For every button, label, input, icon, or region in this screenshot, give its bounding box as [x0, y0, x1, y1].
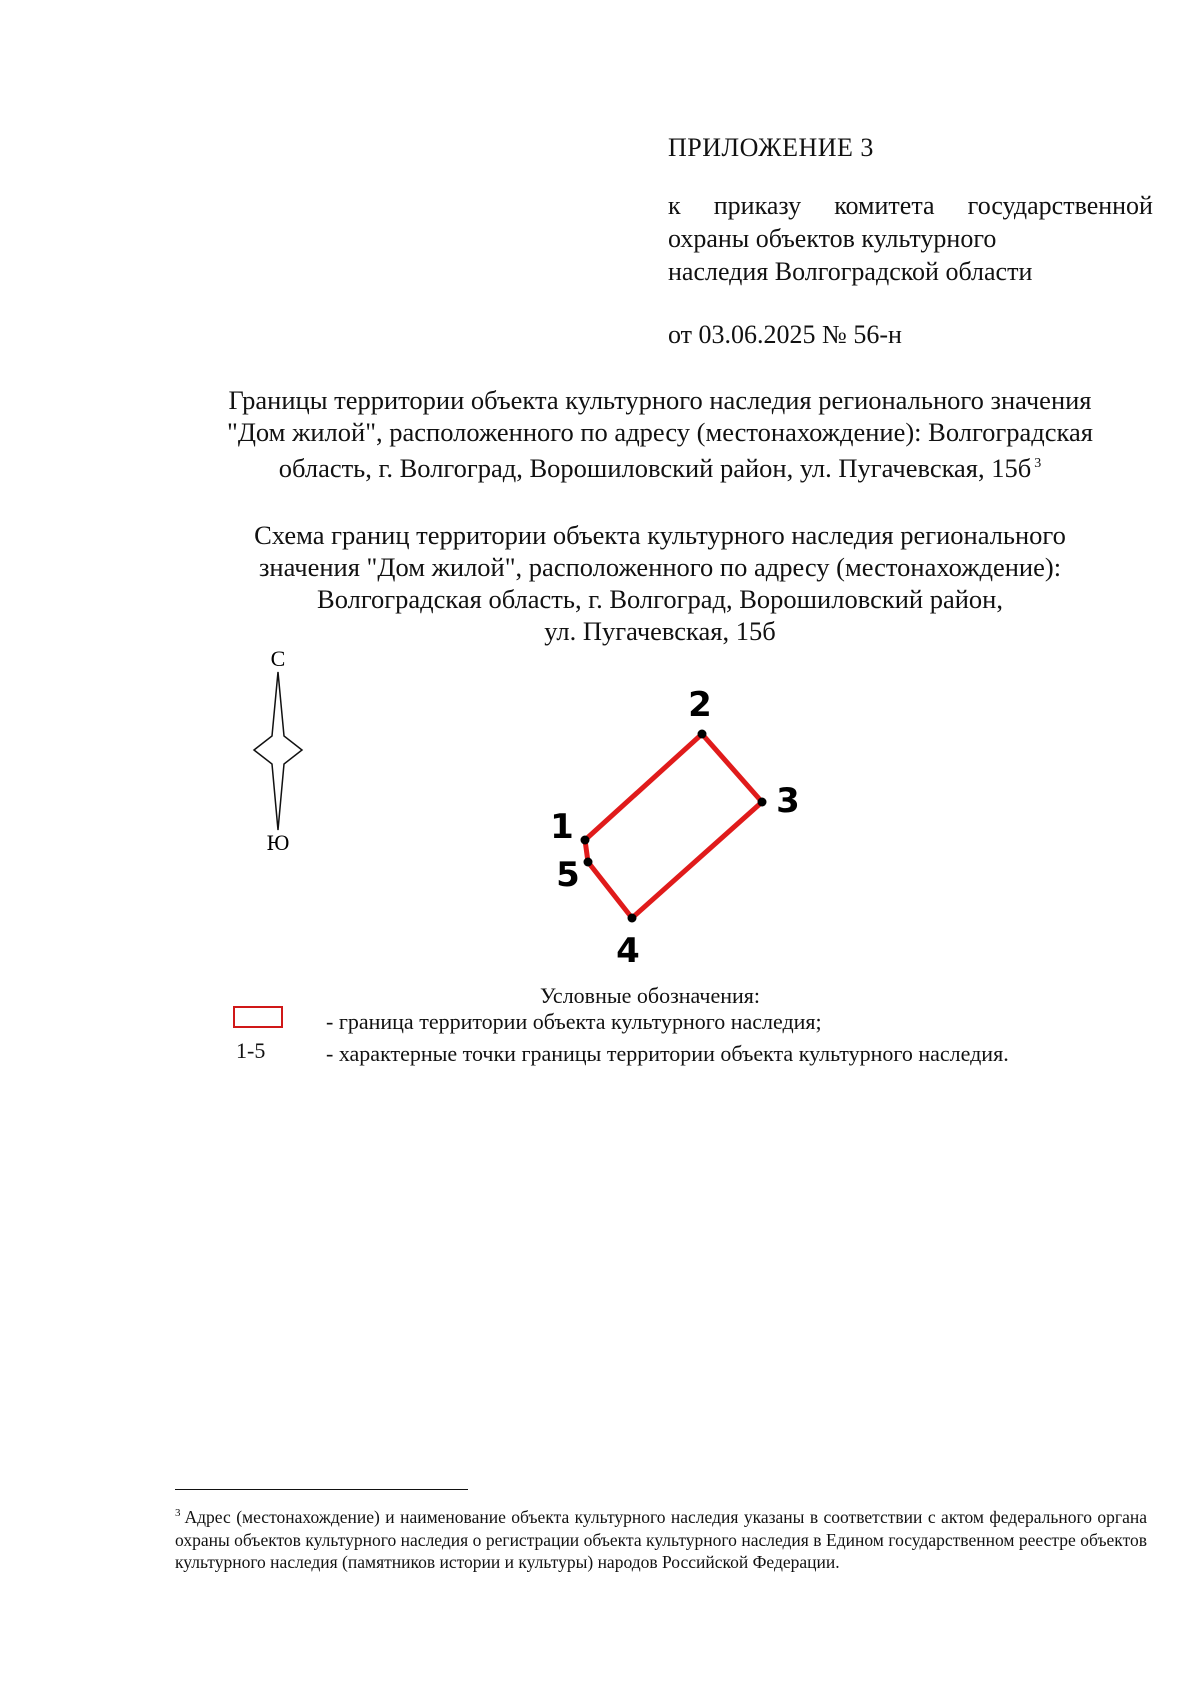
compass-north-label: С	[270, 646, 286, 671]
boundary-point-4	[628, 914, 637, 923]
order-ref-word: государственной	[967, 191, 1153, 220]
boundary-point-label-5: 5	[556, 855, 580, 895]
footnote-text: Адрес (местонахождение) и наименование объекта культурного наследия указаны в соответствии с актом федерального органа охраны объектов культурного наследия о регистрации объекта культурного наследия в Едином государственном реестре объектов культурного наследия (памятников истории и культуры) народов Российской Федерации.	[175, 1507, 1147, 1572]
scheme-title-line4: ул. Пугачевская, 15б	[544, 616, 776, 646]
scheme-title-line3: Волгоградская область, г. Волгоград, Ворошиловский район,	[317, 584, 1003, 614]
legend-points-symbol: 1-5	[236, 1038, 266, 1063]
compass-star-icon	[254, 672, 302, 830]
boundary-point-label-3: 3	[776, 781, 800, 821]
document-title-line2: "Дом жилой", расположенного по адресу (местонахождение): Волгоградская	[227, 417, 1093, 447]
order-date: от 03.06.2025 № 56-н	[668, 320, 902, 349]
boundary-point-5	[584, 858, 593, 867]
legend-points-description: - характерные точки границы территории объекта культурного наследия.	[326, 1041, 1009, 1066]
boundary-point-2	[698, 730, 707, 739]
boundary-point-label-4: 4	[616, 931, 640, 971]
compass-south-label: Ю	[266, 830, 290, 855]
boundary-line	[585, 734, 762, 918]
order-ref-word: к	[668, 191, 681, 220]
order-reference-line2: охраны объектов культурного	[668, 224, 997, 253]
boundary-point-label-2: 2	[688, 685, 712, 725]
order-ref-word: приказу	[713, 191, 802, 220]
appendix-title: ПРИЛОЖЕНИЕ 3	[668, 133, 874, 162]
legend-title: Условные обозначения:	[540, 983, 761, 1008]
document-title-line1: Границы территории объекта культурного наследия регионального значения	[228, 385, 1092, 415]
boundary-point-label-1: 1	[550, 807, 574, 847]
legend-boundary-description: - граница территории объекта культурного наследия;	[326, 1009, 822, 1034]
boundary-point-3	[758, 798, 767, 807]
order-reference-line3: наследия Волгоградской области	[668, 257, 1033, 286]
legend-boundary-symbol	[233, 1006, 283, 1028]
order-ref-word: комитета	[834, 191, 935, 220]
footnote	[175, 1502, 1147, 1574]
boundary-point-1	[581, 836, 590, 845]
document-title-line3-text: область, г. Волгоград, Ворошиловский район, ул. Пугачевская, 15б	[278, 453, 1032, 483]
footnote-divider	[175, 1489, 468, 1490]
footnote-mark: 3	[175, 1507, 181, 1519]
footnote-reference: 3	[1034, 456, 1042, 471]
scheme-title-line1: Схема границ территории объекта культурного наследия регионального	[254, 520, 1066, 550]
scheme-title-line2: значения "Дом жилой", расположенного по адресу (местонахождение):	[258, 552, 1062, 582]
